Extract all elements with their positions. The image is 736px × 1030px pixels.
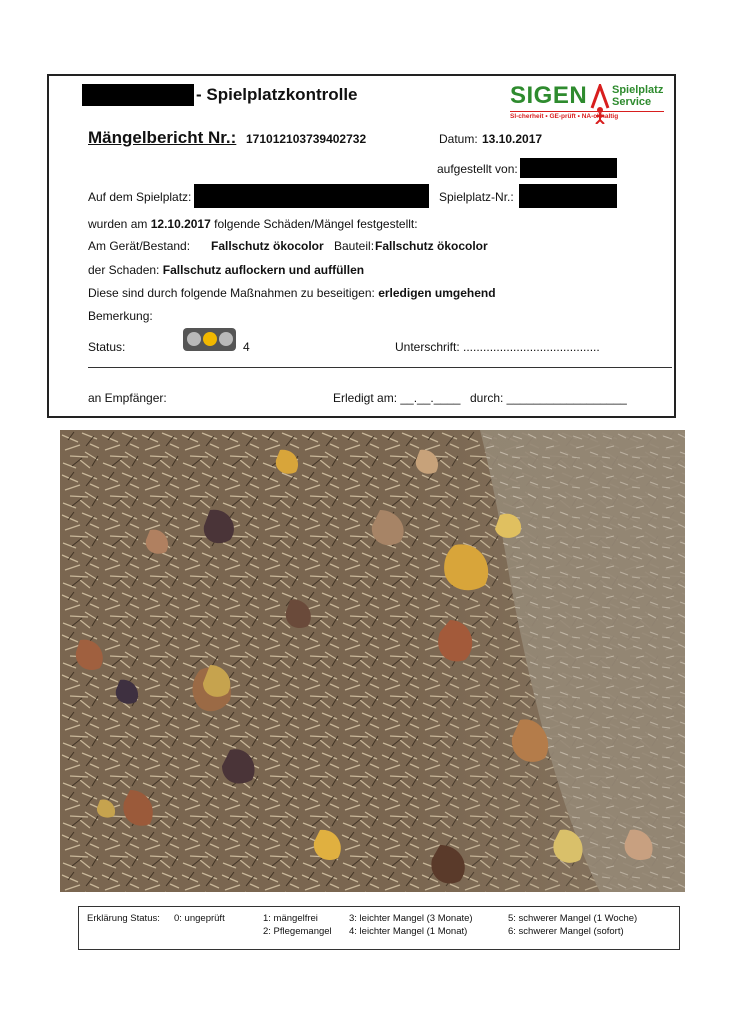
light-active — [203, 332, 217, 346]
logo-brand: SIGEN — [510, 82, 588, 109]
part-value: Fallschutz ökocolor — [375, 239, 488, 253]
device-label: Am Gerät/Bestand: — [88, 239, 191, 253]
report-heading: Mängelbericht Nr.: — [88, 128, 237, 147]
redacted-playground-no — [519, 184, 617, 208]
found-date: 12.10.2017 — [150, 217, 211, 231]
created-by-label: aufgestellt von: — [437, 162, 518, 176]
found-suffix: folgende Schäden/Mängel festgestellt: — [214, 217, 418, 231]
measure-value: erledigen umgehend — [378, 286, 496, 300]
measure-label: Diese sind durch folgende Maßnahmen zu beseitigen: — [88, 286, 375, 300]
date-value: 13.10.2017 — [482, 132, 543, 146]
damage-line — [88, 263, 364, 277]
legend-item-6: 6: schwerer Mangel (sofort) — [508, 926, 624, 937]
redacted-creator — [520, 158, 617, 178]
logo-line1: Spielplatz — [612, 84, 664, 96]
damage-value: Fallschutz auflockern und auffüllen — [162, 263, 365, 277]
recipient-label: an Empfänger: — [88, 391, 167, 405]
damage-photo — [60, 430, 685, 892]
traffic-light-icon — [183, 328, 236, 351]
legend-item-4: 4: leichter Mangel (1 Monat) — [349, 926, 468, 937]
report-number: 171012103739402732 — [246, 132, 367, 146]
done-label: Erledigt am: __.__.____ — [333, 391, 461, 405]
legend-title: Erklärung Status: — [87, 913, 160, 924]
status-value: 4 — [243, 340, 250, 354]
logo-tagline: SI-cherheit • GE-prüft • NA-chhaltig — [510, 113, 619, 120]
redacted-owner — [82, 84, 194, 106]
redacted-playground — [194, 184, 429, 208]
legend-item-0: 0: ungeprüft — [174, 913, 225, 924]
light-off-left — [187, 332, 201, 346]
part-label: Bauteil: — [334, 239, 375, 253]
found-prefix: wurden am — [88, 217, 148, 231]
measure-line — [88, 286, 496, 300]
status-label: Status: — [88, 340, 126, 354]
playground-label: Auf dem Spielplatz: — [88, 190, 192, 204]
logo-rule — [510, 111, 664, 112]
page-title: - Spielplatzkontrolle — [196, 85, 358, 104]
device-value: Fallschutz ökocolor — [211, 239, 324, 253]
damage-label: der Schaden: — [88, 263, 160, 277]
divider — [88, 367, 672, 368]
sigena-logo — [508, 82, 668, 126]
logo-line2: Service — [612, 96, 652, 108]
legend-item-2: 2: Pflegemangel — [263, 926, 332, 937]
legend-item-5: 5: schwerer Mangel (1 Woche) — [508, 913, 638, 924]
light-off-right — [219, 332, 233, 346]
date-label: Datum: — [439, 132, 478, 146]
found-line — [88, 217, 418, 231]
legend-item-1: 1: mängelfrei — [263, 913, 318, 924]
done-by-label: durch: __________________ — [470, 391, 627, 405]
remark-label: Bemerkung: — [88, 309, 153, 323]
signature-label: Unterschrift: ......................................... — [395, 340, 600, 354]
playground-no-label: Spielplatz-Nr.: — [439, 190, 514, 204]
ground-photo-image — [60, 430, 685, 892]
legend-item-3: 3: leichter Mangel (3 Monate) — [349, 913, 473, 924]
